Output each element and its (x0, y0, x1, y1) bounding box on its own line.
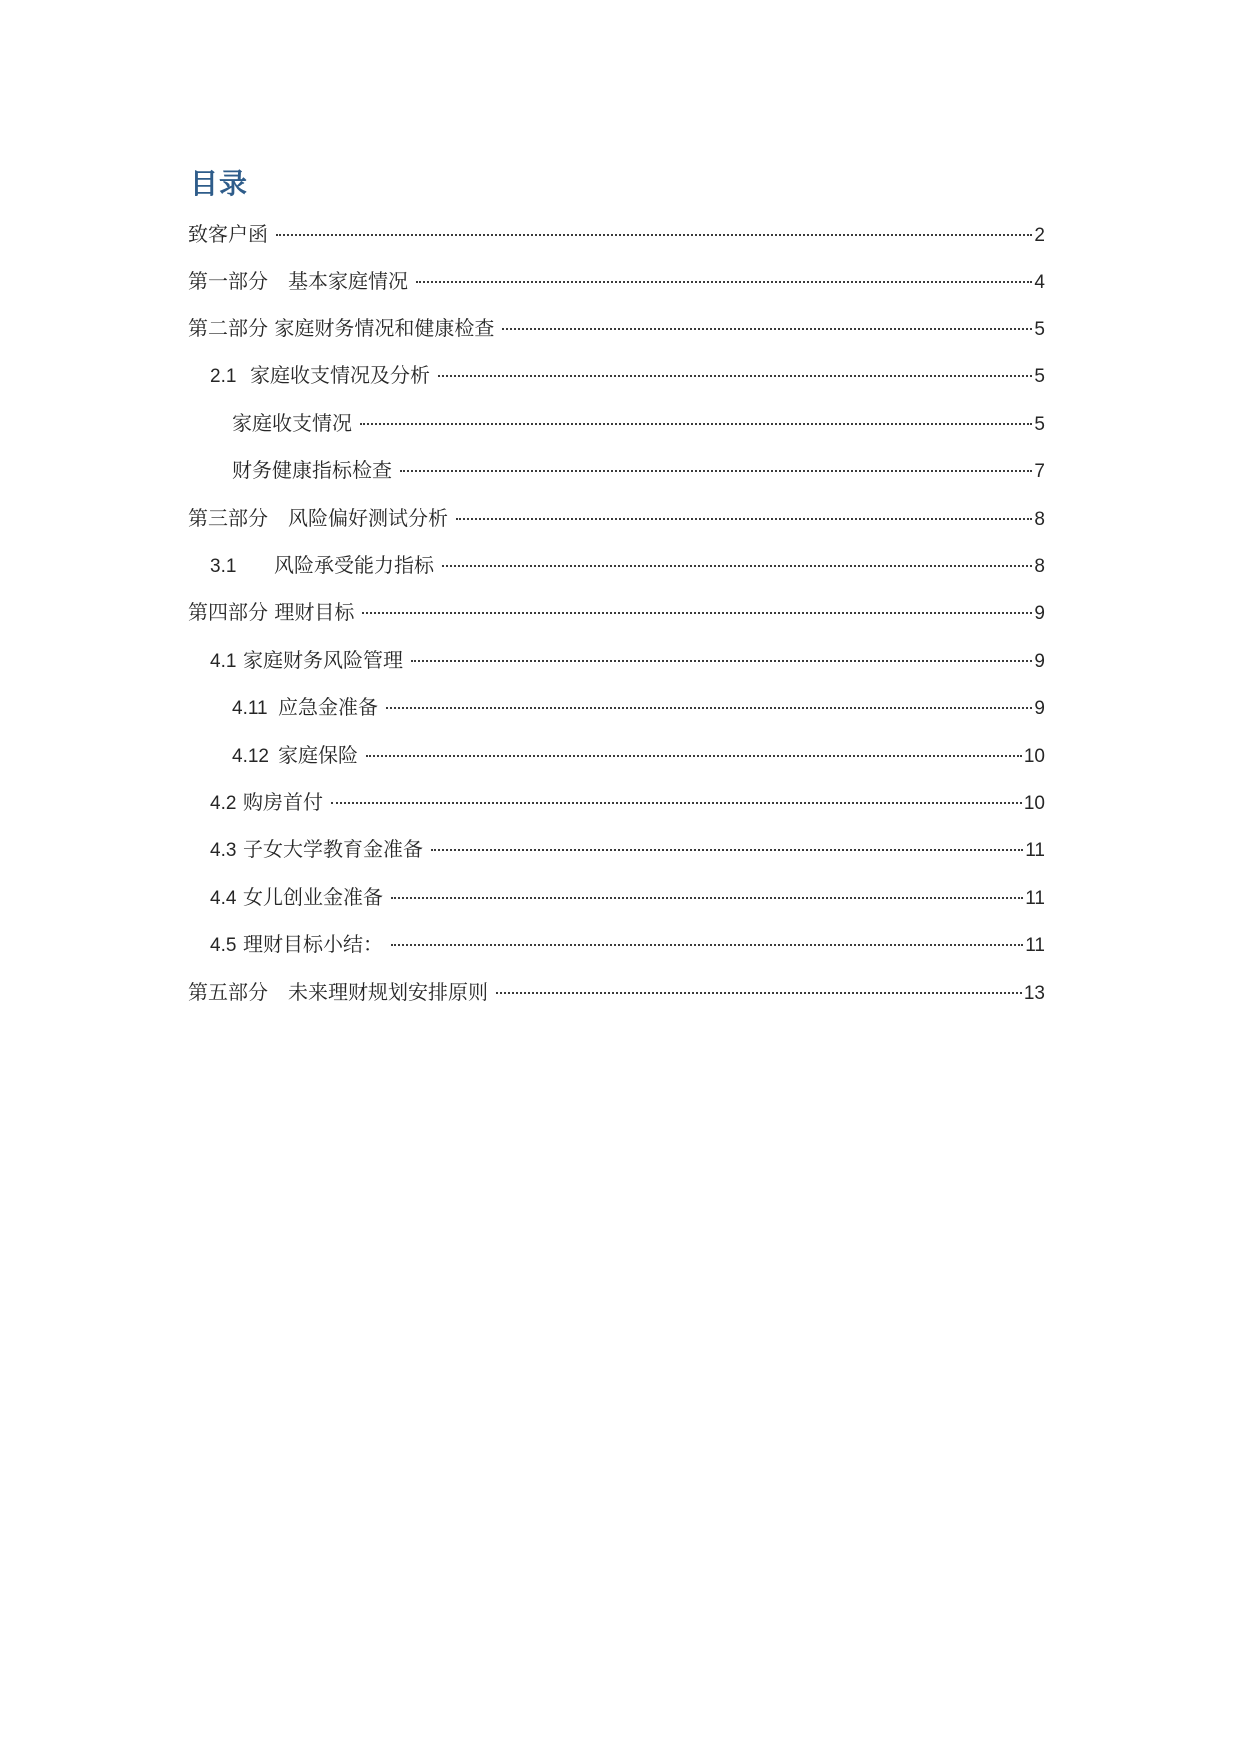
toc-entry-text: 第三部分 风险偏好测试分析 (188, 506, 448, 530)
toc-leader-dots (416, 281, 1032, 283)
toc-entry[interactable] (188, 219, 1045, 249)
toc-entry[interactable] (210, 834, 1045, 864)
toc-leader-dots (276, 234, 1032, 236)
toc-entry-number: 3.1 (210, 556, 237, 577)
toc-entry-page: 4 (1034, 272, 1045, 293)
toc-entry-page: 8 (1034, 509, 1045, 530)
toc-entry-text: 子女大学教育金准备 (243, 837, 423, 861)
toc-entry-page: 11 (1025, 888, 1045, 909)
toc-entry[interactable] (188, 313, 1045, 343)
toc-entry-page: 9 (1034, 603, 1045, 624)
toc-entry-number: 4.3 (210, 840, 237, 861)
toc-leader-dots (431, 849, 1023, 851)
toc-leader-dots (502, 328, 1032, 330)
toc-entry-page: 11 (1025, 840, 1045, 861)
toc-entry-page: 10 (1023, 746, 1045, 767)
toc-entry-text: 理财目标小结： (243, 932, 383, 956)
toc-entry-page: 11 (1025, 935, 1045, 956)
toc-entry[interactable] (232, 740, 1045, 770)
toc-entry[interactable] (210, 645, 1045, 675)
toc-entry-number: 4.4 (210, 888, 237, 909)
toc-entry[interactable] (188, 266, 1045, 296)
toc-entry[interactable] (210, 787, 1045, 817)
toc-entry-page: 5 (1034, 414, 1045, 435)
toc-entry[interactable] (210, 929, 1045, 959)
toc-leader-dots (400, 470, 1032, 472)
toc-entry[interactable] (232, 455, 1045, 485)
toc-entry-text: 家庭收支情况 (232, 411, 352, 435)
toc-entry-text: 购房首付 (243, 790, 323, 814)
toc-entry[interactable] (210, 550, 1045, 580)
toc-entry-text: 财务健康指标检查 (232, 458, 392, 482)
toc-leader-dots (366, 755, 1022, 757)
toc-entry-page: 13 (1023, 983, 1045, 1004)
toc-entry-page: 2 (1034, 225, 1045, 246)
toc-entry-page: 10 (1023, 793, 1045, 814)
toc-entry-text: 致客户函 (188, 222, 268, 246)
toc-leader-dots (442, 565, 1032, 567)
toc-entry-page: 9 (1034, 651, 1045, 672)
toc-leader-dots (456, 518, 1032, 520)
toc-title: 目录 (190, 167, 249, 200)
toc-entry-number: 4.5 (210, 935, 237, 956)
toc-entry[interactable] (210, 882, 1045, 912)
toc-entry-page: 9 (1034, 698, 1045, 719)
toc-entry-number: 4.2 (210, 793, 237, 814)
toc-entry-page: 7 (1034, 461, 1045, 482)
toc-entry-text: 第一部分 基本家庭情况 (188, 269, 408, 293)
toc-leader-dots (391, 944, 1023, 946)
toc-entry-text: 应急金准备 (278, 695, 378, 719)
toc-entry[interactable] (232, 692, 1045, 722)
toc-entry-text: 第二部分 家庭财务情况和健康检查 (188, 316, 495, 340)
toc-entry-page: 5 (1034, 319, 1045, 340)
toc-entry-number: 4.11 (232, 698, 268, 719)
toc-entry-number: 4.12 (232, 746, 269, 767)
toc-leader-dots (362, 612, 1032, 614)
toc-entry-number: 4.1 (210, 651, 237, 672)
toc-leader-dots (391, 897, 1023, 899)
toc-entry[interactable] (188, 597, 1045, 627)
toc-leader-dots (331, 802, 1022, 804)
toc-entry-text: 家庭保险 (278, 743, 358, 767)
toc-leader-dots (411, 660, 1032, 662)
toc-entry-text: 第五部分 未来理财规划安排原则 (188, 980, 488, 1004)
toc-entry[interactable] (210, 360, 1045, 390)
toc-entry[interactable] (232, 408, 1045, 438)
toc-entry-text: 风险承受能力指标 (274, 553, 434, 577)
toc-entry-page: 8 (1034, 556, 1045, 577)
toc-entry-number: 2.1 (210, 366, 237, 387)
toc-entry-text: 家庭收支情况及分析 (250, 363, 430, 387)
toc-leader-dots (360, 423, 1032, 425)
toc-entry[interactable] (188, 503, 1045, 533)
toc-leader-dots (386, 707, 1032, 709)
toc-leader-dots (438, 375, 1032, 377)
toc-leader-dots (496, 992, 1022, 994)
toc-entry-text: 家庭财务风险管理 (243, 648, 403, 672)
toc-entry-text: 第四部分 理财目标 (188, 600, 355, 624)
toc-entry-text: 女儿创业金准备 (243, 885, 383, 909)
toc-entry-page: 5 (1034, 366, 1045, 387)
toc-entry[interactable] (188, 977, 1045, 1007)
